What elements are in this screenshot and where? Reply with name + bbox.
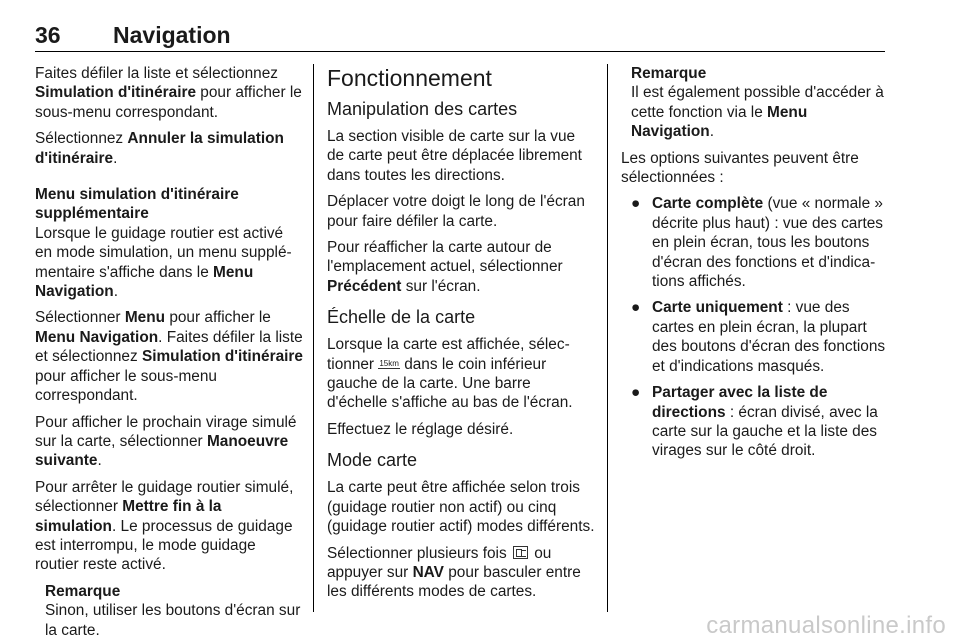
paragraph: Effectuez le réglage désiré. xyxy=(327,420,514,438)
paragraph: Lorsque la carte est affichée, sélectionner 15km dans le coin inférieur gauche de la carte. Une barre d'échelle s'affiche au bas de l'écran. xyxy=(327,336,573,412)
column-middle xyxy=(327,64,595,609)
bullet-icon: ● xyxy=(631,299,641,317)
note-box xyxy=(45,582,303,640)
bullet-icon: ● xyxy=(631,195,641,213)
column-divider-1 xyxy=(313,64,314,612)
column-right xyxy=(621,64,889,468)
paragraph: La section visible de carte sur la vue de carte peut être déplacée librement dans toutes les directions. xyxy=(327,128,582,184)
heading-fonctionnement: Fonctionnement xyxy=(327,65,492,91)
paragraph: Pour arrêter le guidage routier simulé, sélectionner Mettre fin à la simulation. Le processus de guidage est interrompu, le mode guidage routier reste activé. xyxy=(35,478,294,574)
paragraph: Les options suivantes peuvent être sélectionnées : xyxy=(621,149,859,187)
header-rule xyxy=(35,51,885,52)
watermark-text: carmanualsonline.info xyxy=(706,612,946,639)
page-number: 36 xyxy=(35,22,61,48)
paragraph xyxy=(35,185,303,224)
subheading: Menu simulation d'itinéraire supplémentaire xyxy=(35,186,239,223)
map-mode-icon xyxy=(513,546,528,559)
paragraph: Pour afficher le prochain virage simulé sur la carte, sélectionner Manoeuvre suivante. xyxy=(35,413,297,470)
page-header xyxy=(35,16,885,52)
paragraph: Sélectionner Menu pour afficher le Menu Navigation. Faites défiler la liste et sélectionnez Simulation d'itinéraire pour afficher le sous-menu correspondant. xyxy=(35,309,303,405)
note-box: Remarque Il est également possible d'accéder à cette fonction via le Menu Navigation. xyxy=(631,65,884,141)
paragraph: Sélectionnez Annuler la simulation d'itinéraire. xyxy=(35,130,284,167)
note-text: Sinon, utiliser les boutons d'écran sur la carte. xyxy=(45,602,301,639)
note-title: Remarque xyxy=(45,582,121,600)
heading-mode-carte: Mode carte xyxy=(327,450,418,471)
scale-icon: 15km xyxy=(379,358,399,368)
list-item: ● Carte uniquement : vue des cartes en plein écran, la plupart des boutons d'écran des fonctions et d'indications masqués. xyxy=(631,299,886,375)
list-item: ● Carte complète (vue « normale » décrite plus haut) : vue des cartes en plein écran, tous les boutons d'écran des fonctions et d'indications affichés. xyxy=(631,195,883,291)
paragraph: Déplacer votre doigt le long de l'écran pour faire défiler la carte. xyxy=(327,193,585,230)
paragraph: Lorsque le guidage routier est activé en mode simulation, un menu supplémentaire s'affiche dans le Menu Navigation. xyxy=(35,224,292,301)
paragraph: Sélectionner plusieurs fois ou appuyer sur NAV pour basculer entre les différents modes de cartes. xyxy=(327,544,581,601)
heading-echelle: Échelle de la carte xyxy=(327,307,476,328)
paragraph: La carte peut être affichée selon trois (guidage routier non actif) ou cinq (guidage routier actif) modes différents. xyxy=(327,479,595,536)
paragraph: Pour réafficher la carte autour de l'emplacement actuel, sélectionner Précédent sur l'écran. xyxy=(327,239,563,295)
column-left xyxy=(35,64,303,640)
section-title: Navigation xyxy=(113,22,231,48)
bullet-icon: ● xyxy=(631,384,641,402)
column-divider-2 xyxy=(607,64,608,612)
list-item: ● Partager avec la liste de directions : écran divisé, avec la carte sur la gauche et la liste des virages sur le côté droit. xyxy=(631,384,878,460)
heading-manipulation: Manipulation des cartes xyxy=(327,99,518,119)
paragraph: Faites défiler la liste et sélectionnez Simulation d'itinéraire pour afficher le sous-menu correspondant. xyxy=(35,65,302,121)
note-title: Remarque xyxy=(631,65,707,82)
